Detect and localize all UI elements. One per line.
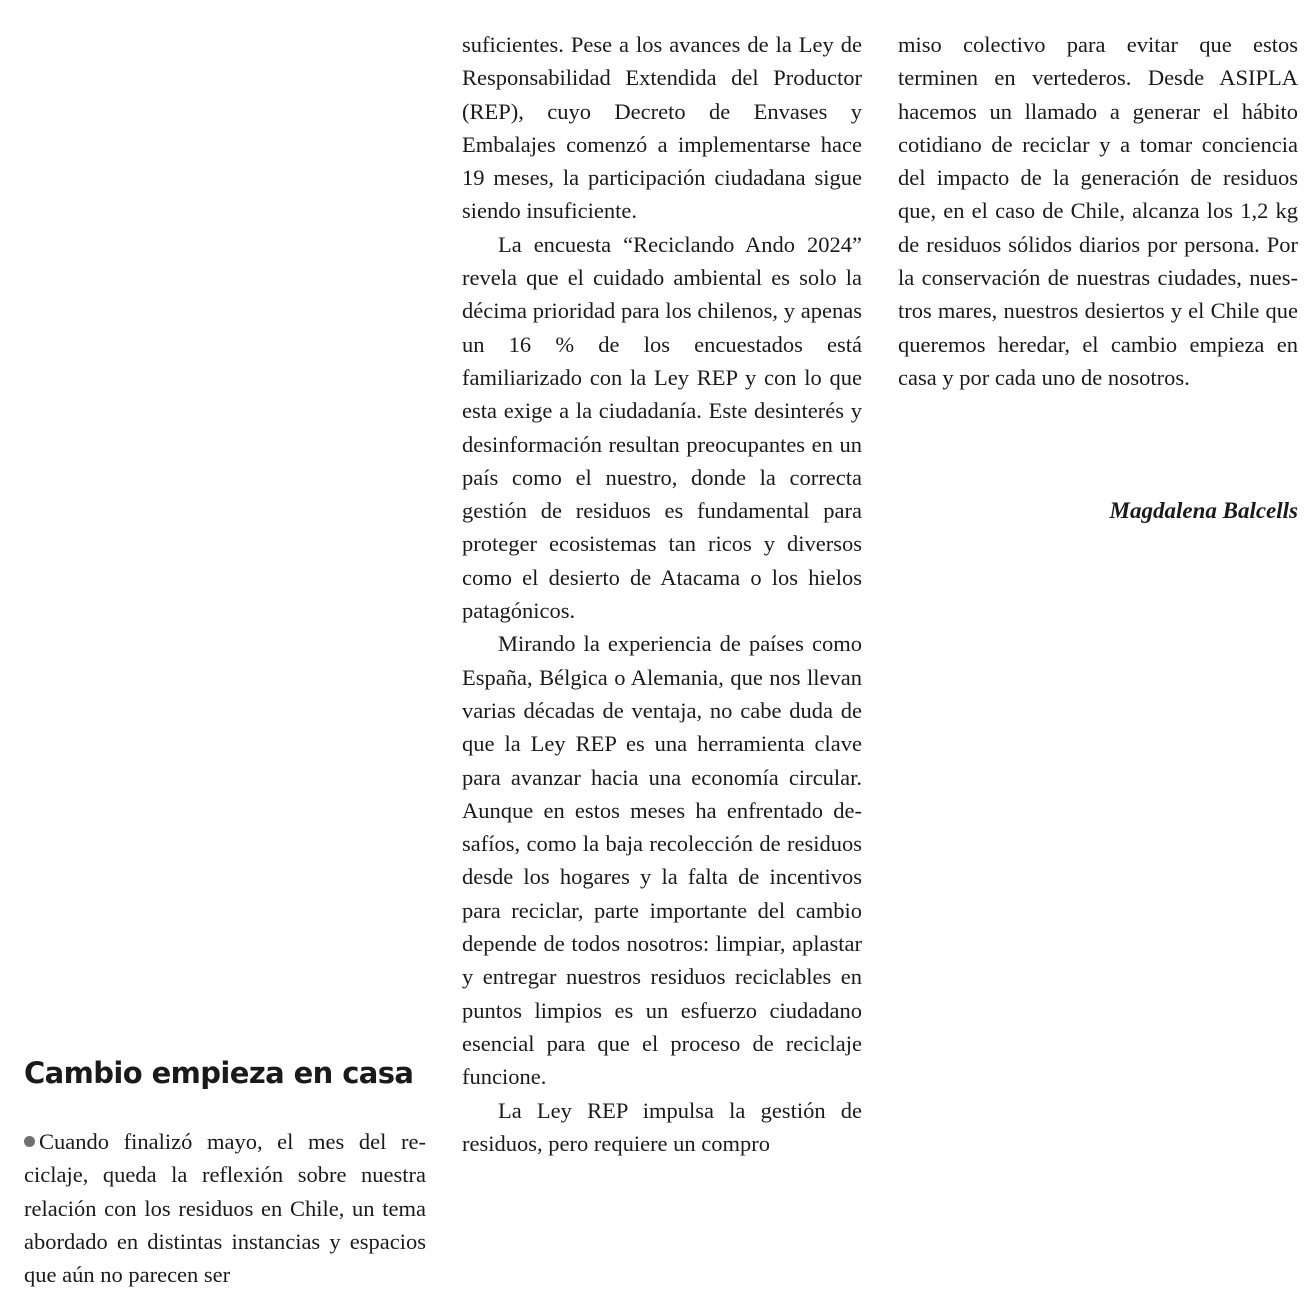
- paragraph-3: Mirando la experiencia de países como España, Bélgica o Alemania, que nos llevan varias décadas de ventaja, no cabe duda de que la Ley REP es una herramienta clave para avanzar hacia una economía circular. Aunque en estos meses ha enfrentado desafíos, como la baja recolección de residuos desde los hogares y la falta de incentivos para reciclar, parte importante del cambio depende de todos nosotros: limpiar, aplastar y entregar nuestros residuos reciclables en puntos limpios es un esfuerzo ciudadano esencial para que el proceso de reciclaje funcione.: [462, 631, 862, 1090]
- author-byline: Magdalena Balcells: [1109, 498, 1298, 523]
- paragraph-1-end: suficientes. Pese a los avances de la Ley de Responsabilidad Extendida del Productor (REP), cuyo Decreto de Envases y Embalajes comenzó a implementarse hace 19 meses, la participación ciudadana sigue siendo insuficiente.: [462, 32, 862, 224]
- article-column-1: [24, 1125, 426, 1291]
- article-headline: Cambio empieza en casa: [24, 1056, 414, 1090]
- paragraph-4-start: La Ley REP impulsa la gestión de residuos, pero requiere un compro: [462, 1097, 862, 1156]
- bullet-icon: [24, 1136, 35, 1147]
- paragraph-4-end: miso colectivo para evitar que estos terminen en vertederos. Desde ASIPLA hacemos un llamado a generar el hábito cotidiano de reciclar y a tomar conciencia del impacto de la generación de residuos que, en el caso de Chile, alcanza los 1,2 kg de residuos sólidos diarios por persona. Por la conservación de nuestras ciudades, nuestros mares, nuestros desiertos y el Chile que queremos heredar, el cambio empieza en casa y por cada uno de nosotros.: [898, 32, 1298, 390]
- article-column-3: [898, 28, 1298, 394]
- paragraph-1-start: Cuando finalizó mayo, el mes del reciclaje, queda la reflexión sobre nuestra relación con los residuos en Chile, un tema abordado en distintas instancias y espacios que aún no parecen ser: [24, 1129, 426, 1288]
- paragraph-2: La encuesta “Reciclando Ando 2024” revela que el cuidado ambiental es solo la décima prioridad para los chilenos, y apenas un 16 % de los encuestados está familiarizado con la Ley REP y con lo que esta exige a la ciudadanía. Este desinterés y desinformación resultan preocupantes en un país como el nuestro, donde la correcta gestión de residuos es fundamental para proteger ecosistemas tan ricos y diversos como el desierto de Atacama o los hielos patagónicos.: [462, 231, 862, 624]
- article-column-2: [462, 28, 862, 1160]
